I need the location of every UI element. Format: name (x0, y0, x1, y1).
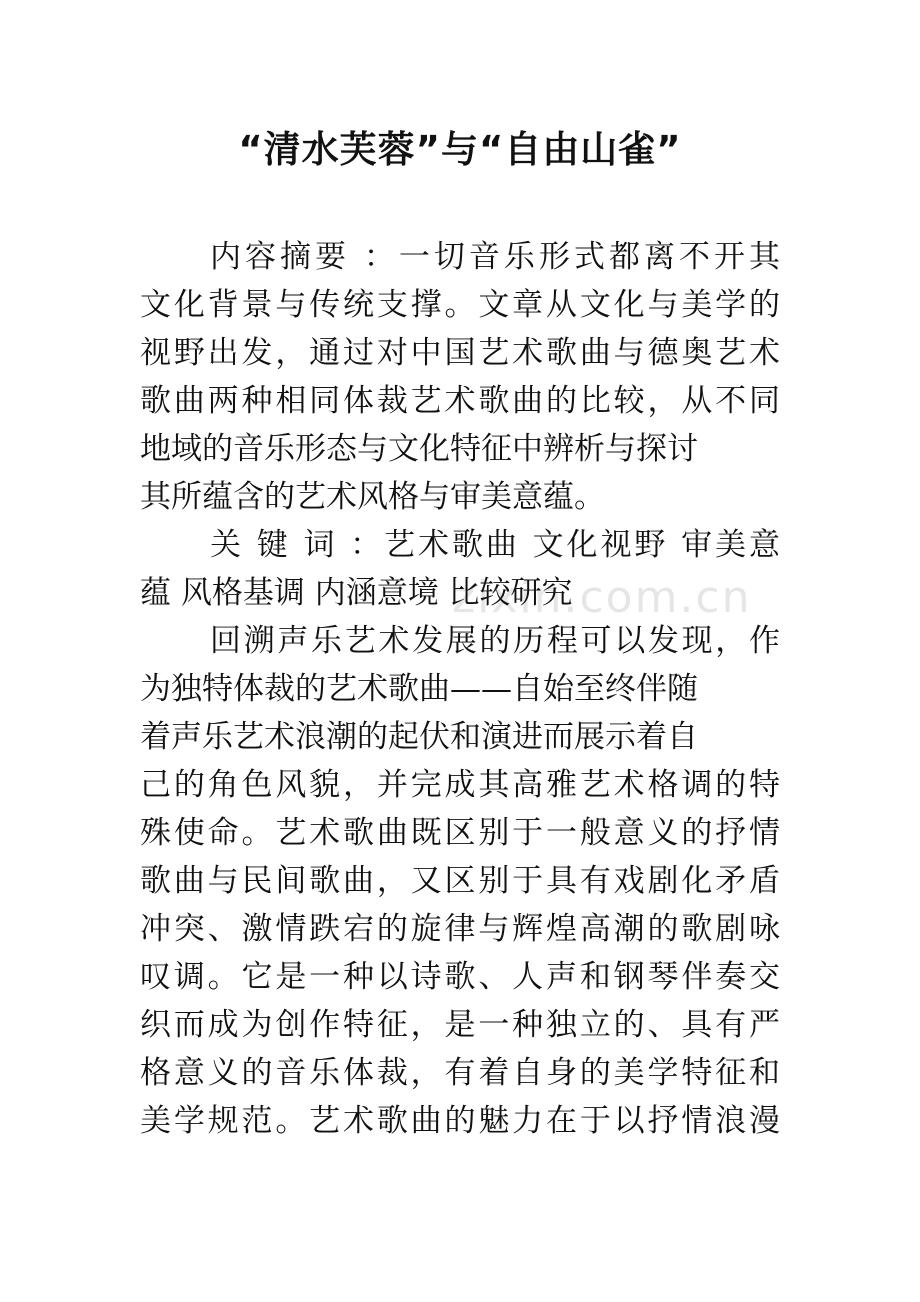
text-line: 歌曲与民间歌曲，又区别于具有戏剧化矛盾 (140, 863, 780, 899)
text-line: 关 键 词 ：艺术歌曲 文化视野 审美意 (210, 527, 780, 563)
watermark: zixin.com.cn (452, 572, 752, 623)
text-line: 殊使命。艺术歌曲既区别于一般意义的抒情 (140, 815, 780, 851)
text-line: 蕴 风格基调 内涵意境 比较研究 (140, 575, 573, 611)
text-line: 视野出发，通过对中国艺术歌曲与德奥艺术 (140, 335, 780, 371)
text-line: 歌曲两种相同体裁艺术歌曲的比较，从不同 (140, 383, 780, 419)
text-line: 格意义的音乐体裁，有着自身的美学特征和 (140, 1055, 780, 1091)
text-line: 织而成为创作特征，是一种独立的、具有严 (140, 1007, 780, 1043)
text-line: 其所蕴含的艺术风格与审美意蕴。 (140, 479, 605, 515)
text-line: 冲突、激情跌宕的旋律与辉煌高潮的歌剧咏 (140, 911, 780, 947)
text-line: 地域的音乐形态与文化特征中辨析与探讨 (140, 431, 698, 467)
text-line: 着声乐艺术浪潮的起伏和演进而展示着自 (140, 719, 698, 755)
text-line: 文化背景与传统支撑。文章从文化与美学的 (140, 287, 780, 323)
text-line: 回溯声乐艺术发展的历程可以发现，作 (210, 623, 780, 659)
text-line: 为独特体裁的艺术歌曲——自始至终伴随 (140, 671, 698, 707)
text-line: 内容摘要 ：一切音乐形式都离不开其 (210, 239, 780, 275)
text-line: 叹调。它是一种以诗歌、人声和钢琴伴奏交 (140, 959, 780, 995)
document-body (140, 233, 780, 1145)
document-title: “清水芙蓉”与“自由山雀” (238, 128, 682, 171)
text-line: 美学规范。艺术歌曲的魅力在于以抒情浪漫 (140, 1103, 780, 1139)
text-line: 己的角色风貌，并完成其高雅艺术格调的特 (140, 767, 780, 803)
